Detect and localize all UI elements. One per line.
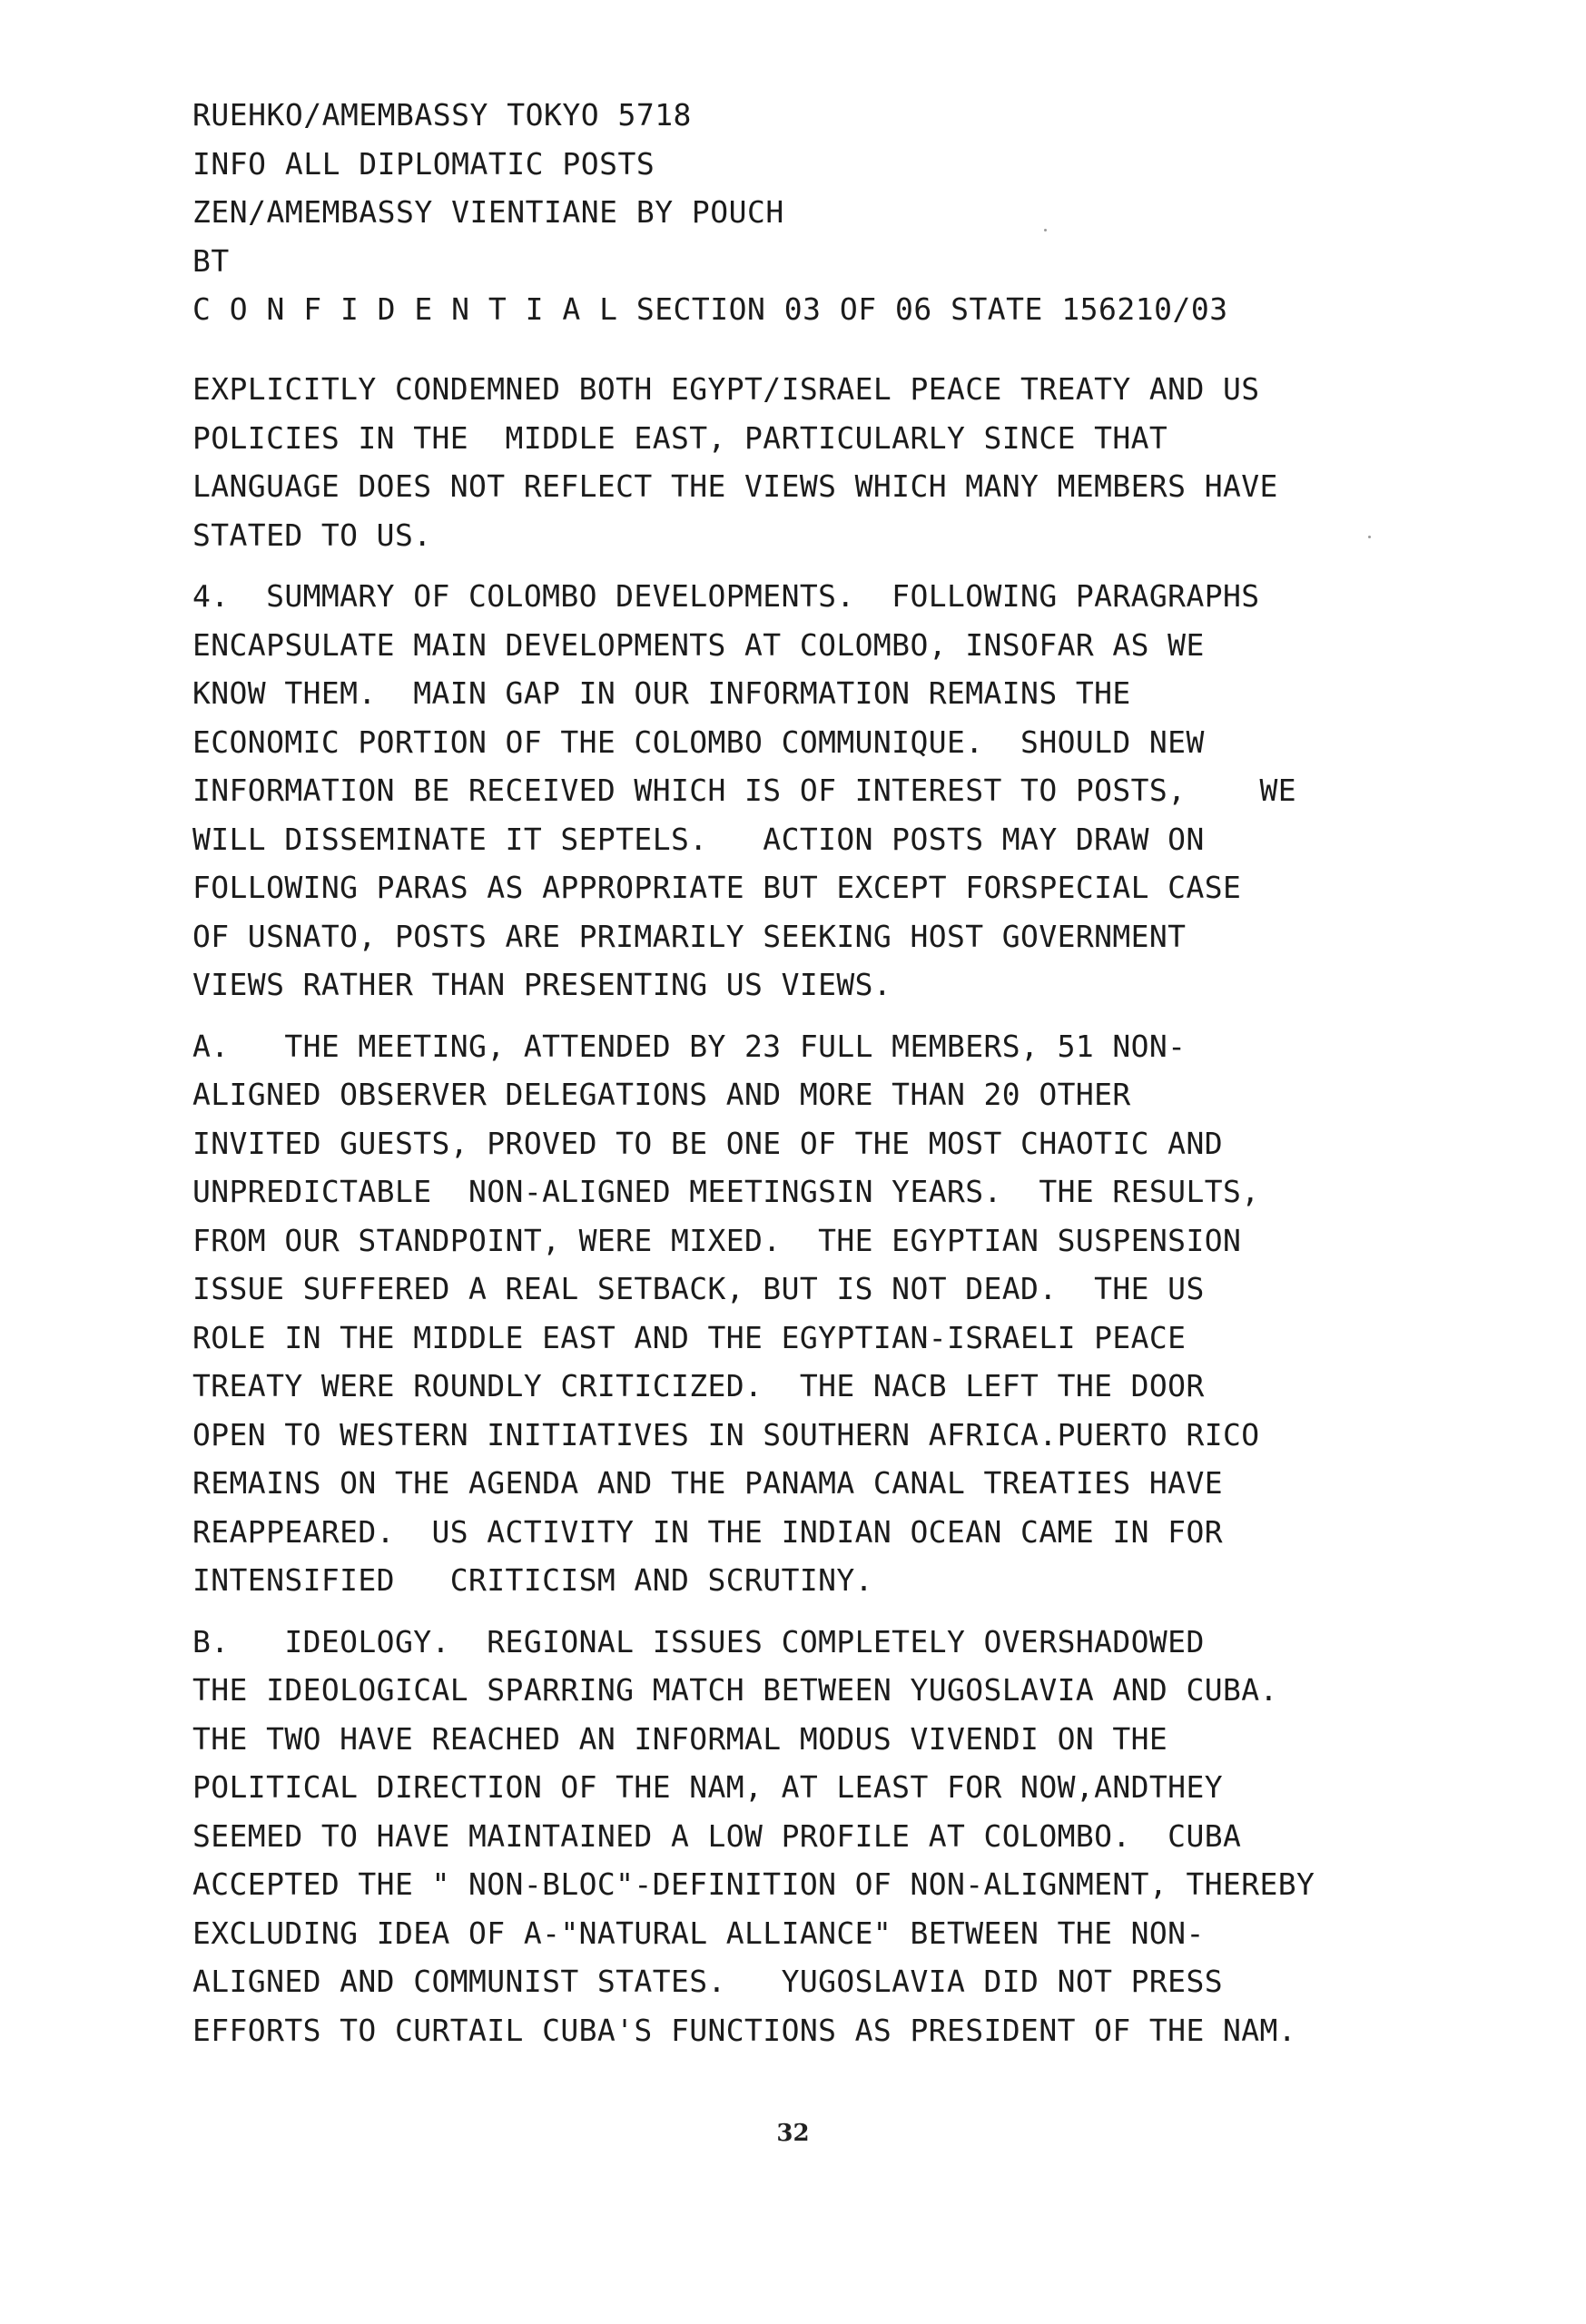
text-line: THE TWO HAVE REACHED AN INFORMAL MODUS VIVENDI ON THE [192, 1720, 1168, 1757]
text-line: 4. SUMMARY OF COLOMBO DEVELOPMENTS. FOLLOWING PARAGRAPHS [192, 578, 1260, 614]
text-line: OPEN TO WESTERN INITIATIVES IN SOUTHERN AFRICA.PUERTO RICO [192, 1416, 1260, 1452]
text-line: TREATY WERE ROUNDLY CRITICIZED. THE NACB LEFT THE DOOR [192, 1368, 1205, 1403]
text-line: POLITICAL DIRECTION OF THE NAM, AT LEAST FOR NOW,ANDTHEY [192, 1769, 1223, 1805]
cable-body [192, 365, 1482, 2067]
pouch-line: ZEN/AMEMBASSY VIENTIANE BY POUCH [192, 194, 784, 230]
text-line: ECONOMIC PORTION OF THE COLOMBO COMMUNIQUE. SHOULD NEW [192, 724, 1205, 760]
text-line: ALIGNED OBSERVER DELEGATIONS AND MORE THAN 20 OTHER [192, 1077, 1131, 1112]
paragraph-continuation [192, 365, 1482, 559]
text-line: ALIGNED AND COMMUNIST STATES. YUGOSLAVIA DID NOT PRESS [192, 1964, 1223, 1999]
info-line: INFO ALL DIPLOMATIC POSTS [192, 145, 655, 182]
routing-line: RUEHKO/AMEMBASSY TOKYO 5718 [192, 97, 692, 133]
text-line: FOLLOWING PARAS AS APPROPRIATE BUT EXCEPT FORSPECIAL CASE [192, 870, 1242, 905]
text-line: POLICIES IN THE MIDDLE EAST, PARTICULARLY SINCE THAT [192, 419, 1168, 456]
text-line: INTENSIFIED CRITICISM AND SCRUTINY. [192, 1562, 873, 1598]
text-line: OF USNATO, POSTS ARE PRIMARILY SEEKING HOST GOVERNMENT [192, 918, 1187, 954]
text-line: ROLE IN THE MIDDLE EAST AND THE EGYPTIAN-ISRAELI PEACE [192, 1319, 1187, 1355]
scan-speck [1368, 536, 1371, 538]
text-line: KNOW THEM. MAIN GAP IN OUR INFORMATION REMAINS THE [192, 675, 1131, 711]
text-line: A. THE MEETING, ATTENDED BY 23 FULL MEMBERS, 51 NON- [192, 1028, 1187, 1064]
text-line: REAPPEARED. US ACTIVITY IN THE INDIAN OCEAN CAME IN FOR [192, 1513, 1223, 1550]
text-line: THE IDEOLOGICAL SPARRING MATCH BETWEEN YUGOSLAVIA AND CUBA. [192, 1672, 1278, 1708]
text-line: ACCEPTED THE " NON-BLOC"-DEFINITION OF NON-ALIGNMENT, THEREBY [192, 1866, 1315, 1902]
text-line: REMAINS ON THE AGENDA AND THE PANAMA CANAL TREATIES HAVE [192, 1465, 1223, 1501]
text-line: UNPREDICTABLE NON-ALIGNED MEETINGSIN YEARS. THE RESULTS, [192, 1174, 1260, 1209]
text-line: ISSUE SUFFERED A REAL SETBACK, BUT IS NOT DEAD. THE US [192, 1271, 1205, 1306]
text-line: INFORMATION BE RECEIVED WHICH IS OF INTEREST TO POSTS, WE [192, 773, 1297, 808]
text-line: EXPLICITLY CONDEMNED BOTH EGYPT/ISRAEL PEACE TREATY AND US [192, 371, 1260, 407]
text-line: ENCAPSULATE MAIN DEVELOPMENTS AT COLOMBO, INSOFAR AS WE [192, 626, 1205, 663]
text-line: STATED TO US. [192, 517, 432, 553]
text-line: EXCLUDING IDEA OF A-"NATURAL ALLIANCE" BETWEEN THE NON- [192, 1915, 1205, 1951]
text-line: B. IDEOLOGY. REGIONAL ISSUES COMPLETELY OVERSHADOWED [192, 1623, 1205, 1659]
classification-line: C O N F I D E N T I A L SECTION 03 OF 06 STATE 156210/03 [192, 291, 1228, 327]
text-line: SEEMED TO HAVE MAINTAINED A LOW PROFILE AT COLOMBO. CUBA [192, 1817, 1242, 1854]
text-line: LANGUAGE DOES NOT REFLECT THE VIEWS WHICH MANY MEMBERS HAVE [192, 468, 1278, 504]
page-number: 32 [776, 2120, 810, 2147]
bt-line: BT [192, 242, 230, 279]
text-line: EFFORTS TO CURTAIL CUBA'S FUNCTIONS AS PRESIDENT OF THE NAM. [192, 2012, 1297, 2048]
text-line: FROM OUR STANDPOINT, WERE MIXED. THE EGYPTIAN SUSPENSION [192, 1222, 1242, 1258]
text-line: WILL DISSEMINATE IT SEPTELS. ACTION POSTS MAY DRAW ON [192, 821, 1205, 857]
paragraph-b-ideology [192, 1618, 1482, 2055]
paragraph-a-meeting [192, 1022, 1482, 1605]
scan-speck [1044, 229, 1047, 231]
cable-header [192, 91, 1482, 334]
paragraph-4-summary [192, 572, 1482, 1009]
text-line: VIEWS RATHER THAN PRESENTING US VIEWS. [192, 967, 892, 1002]
text-line: INVITED GUESTS, PROVED TO BE ONE OF THE MOST CHAOTIC AND [192, 1125, 1223, 1161]
